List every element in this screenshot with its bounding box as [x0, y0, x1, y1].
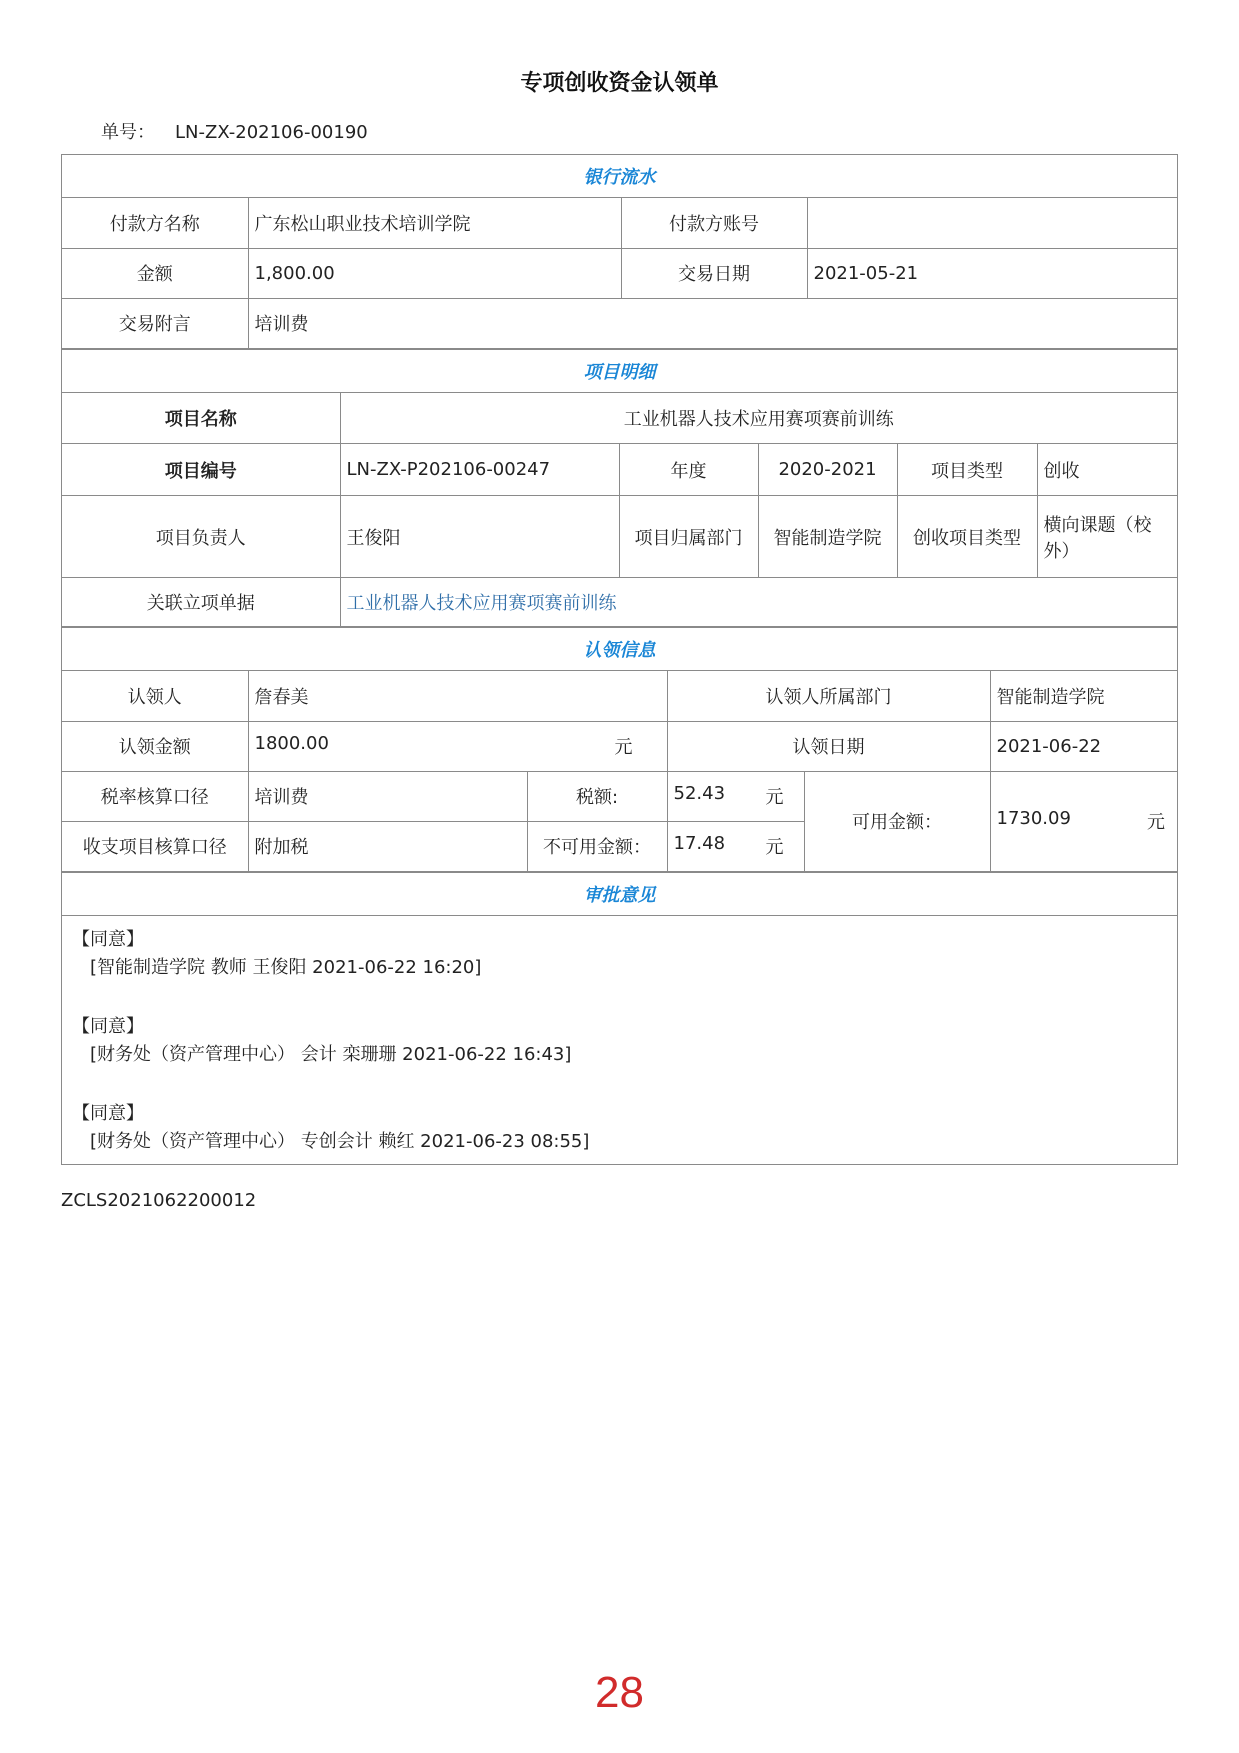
payer-name-value: 广东松山职业技术培训学院: [248, 198, 621, 248]
available-unit: 元: [1147, 812, 1165, 833]
tax-unit: 元: [765, 787, 784, 808]
memo-value: 培训费: [248, 298, 1177, 348]
page-number: 28: [595, 1668, 644, 1717]
claimer-dept-value: 智能制造学院: [990, 671, 1177, 721]
doc-number: [101, 118, 368, 144]
linked-doc-link[interactable]: 工业机器人技术应用赛项赛前训练: [340, 578, 1177, 627]
tax-basis-value: 培训费: [248, 771, 527, 821]
page-title: 专项创收资金认领单: [520, 71, 719, 96]
claimer-value: 詹春美: [248, 671, 667, 721]
amount-label: 金额: [62, 248, 248, 298]
available-cell: [990, 771, 1177, 871]
unavailable-unit: 元: [765, 837, 784, 858]
unavailable-cell: [667, 821, 804, 871]
item-basis-label: 收支项目核算口径: [62, 821, 248, 871]
linked-doc-label: 关联立项单据: [62, 578, 340, 627]
tax-basis-label: 税率核算口径: [62, 771, 248, 821]
project-code-value: LN-ZX-P202106-00247: [340, 444, 619, 496]
tax-value: 52.43: [673, 783, 726, 804]
bank-table: [62, 198, 1177, 349]
amount-value: 1,800.00: [248, 248, 621, 298]
footer-code: ZCLS2021062200012: [61, 1190, 257, 1211]
project-name-label: 项目名称: [62, 393, 340, 444]
trade-date-value: 2021-05-21: [807, 248, 1177, 298]
claim-amount-label: 认领金额: [62, 721, 248, 771]
project-dept-label: 项目归属部门: [619, 496, 758, 578]
tax-label: 税额:: [527, 771, 667, 821]
item-basis-value: 附加税: [248, 821, 527, 871]
bank-section-header: 银行流水: [62, 155, 1177, 198]
leader-label: 项目负责人: [62, 496, 340, 578]
year-label: 年度: [619, 444, 758, 496]
available-label: 可用金额：: [804, 771, 990, 871]
claim-amount-unit: 元: [614, 737, 633, 758]
project-dept-value: 智能制造学院: [758, 496, 897, 578]
opinion-result: 【同意】: [72, 1015, 144, 1037]
opinion-item: [72, 1013, 1171, 1069]
claimer-label: 认领人: [62, 671, 248, 721]
year-value: 2020-2021: [758, 444, 897, 496]
payer-name-label: 付款方名称: [62, 198, 248, 248]
unavailable-value: 17.48: [673, 833, 726, 854]
opinion-result: 【同意】: [72, 928, 144, 950]
payer-account-value: [807, 198, 1177, 248]
opinion-detail: [财务处（资产管理中心） 专创会计 赖红 2021-06-23 08:55]: [90, 1130, 590, 1152]
payer-account-label: 付款方账号: [621, 198, 807, 248]
claim-section-header: 认领信息: [62, 627, 1177, 671]
tax-cell: [667, 771, 804, 821]
opinion-item: [72, 1100, 1171, 1156]
available-value: 1730.09: [996, 808, 1071, 829]
income-type-label: 创收项目类型: [897, 496, 1037, 578]
trade-date-label: 交易日期: [621, 248, 807, 298]
project-code-label: 项目编号: [62, 444, 340, 496]
claim-amount-value: 1800.00: [254, 733, 329, 754]
project-table: [62, 393, 1177, 628]
claim-amount-cell: [248, 721, 667, 771]
memo-label: 交易附言: [62, 298, 248, 348]
opinion-item: [72, 926, 1171, 982]
income-type-value: 横向课题（校外）: [1037, 496, 1177, 578]
claimer-dept-label: 认领人所属部门: [667, 671, 990, 721]
leader-value: 王俊阳: [340, 496, 619, 578]
approval-opinions: [62, 916, 1177, 1164]
project-name-value: 工业机器人技术应用赛项赛前训练: [340, 393, 1177, 444]
doc-number-label: 单号：: [101, 122, 155, 143]
opinion-detail: [财务处（资产管理中心） 会计 栾珊珊 2021-06-22 16:43]: [90, 1043, 572, 1065]
claim-date-value: 2021-06-22: [990, 721, 1177, 771]
unavailable-label: 不可用金额：: [527, 821, 667, 871]
opinion-result: 【同意】: [72, 1102, 144, 1124]
claim-date-label: 认领日期: [667, 721, 990, 771]
opinion-detail: [智能制造学院 教师 王俊阳 2021-06-22 16:20]: [90, 956, 482, 978]
claim-form: [61, 154, 1178, 1165]
project-type-label: 项目类型: [897, 444, 1037, 496]
claim-table: [62, 671, 1177, 872]
approval-section-header: 审批意见: [62, 872, 1177, 916]
project-section-header: 项目明细: [62, 349, 1177, 393]
doc-number-value: LN-ZX-202106-00190: [175, 122, 368, 143]
project-type-value: 创收: [1037, 444, 1177, 496]
